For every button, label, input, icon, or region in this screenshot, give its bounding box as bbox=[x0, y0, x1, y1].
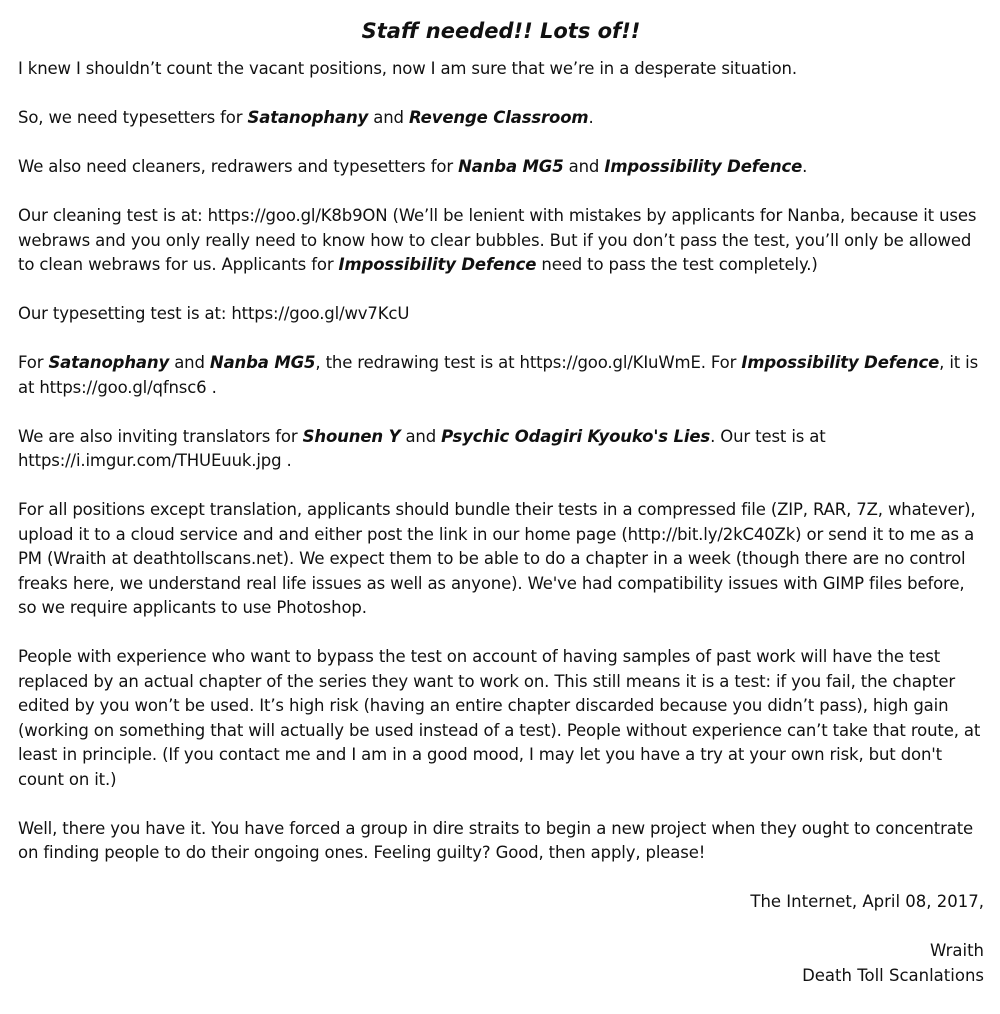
paragraph-redrawing-test bbox=[18, 351, 984, 400]
paragraph-typesetters bbox=[18, 106, 984, 131]
series-title: Revenge Classroom bbox=[408, 108, 589, 127]
series-title: Impossibility Defence bbox=[604, 157, 803, 176]
paragraph-closing: Well, there you have it. You have forced a group in dire straits to begin a new project when they ought to concentrate on finding people to do their ongoing ones. Feeling guilty? Good, then apply, please! bbox=[18, 818, 974, 862]
text-run: and bbox=[169, 353, 210, 372]
text-run: and bbox=[368, 108, 409, 127]
paragraph-cleaners bbox=[18, 155, 984, 180]
text-run: need to pass the test completely.) bbox=[536, 255, 818, 274]
text-run: , it is at https://goo.gl/qfnsc6 . bbox=[18, 353, 979, 397]
series-title: Impossibility Defence bbox=[741, 353, 940, 372]
paragraph-experience: People with experience who want to bypass the test on account of having samples of past work will have the test replaced by an actual chapter of the series they want to work on. This still means it is a test: if you fail, the chapter edited by you won’t be used. It’s high risk (having an entire chapter discarded because you didn’t pass), high gain (working on something that will actually be used instead of a test). People without experience can’t take that route, at least in principle. (If you contact me and I am in a good mood, I may let you have a try at your own risk, but don't count on it.) bbox=[18, 647, 981, 789]
series-title: Satanophany bbox=[48, 353, 170, 372]
paragraph-intro: I knew I shouldn’t count the vacant positions, now I am sure that we’re in a desperate situation. bbox=[18, 59, 797, 78]
text-run: For bbox=[18, 353, 49, 372]
text-run: , the redrawing test is at https://goo.gl/KIuWmE. For bbox=[315, 353, 742, 372]
series-title: Psychic Odagiri Kyouko's Lies bbox=[441, 426, 711, 446]
text-run: . bbox=[588, 108, 594, 127]
paragraph-typesetting-test: Our typesetting test is at: https://goo.gl/wv7KcU bbox=[18, 304, 410, 323]
series-title: Nanba MG5 bbox=[209, 353, 316, 372]
text-run: and bbox=[563, 157, 605, 176]
series-title: Nanba MG5 bbox=[458, 157, 564, 176]
text-run: . bbox=[802, 157, 808, 176]
text-run: So, we need typesetters for bbox=[18, 108, 248, 127]
text-run: . Our test is at https://i.imgur.com/THUEuuk.jpg . bbox=[18, 426, 826, 470]
paragraph-submission: For all positions except translation, applicants should bundle their tests in a compressed file (ZIP, RAR, 7Z, whatever), upload it to a cloud service and and either post the link in our home page (http://bit.ly/2kC40Zk) or send it to me as a PM (Wraith at deathtollscans.net). We expect them to be able to do a chapter in a week (though there are no control freaks here, we understand real life issues as well as anyone). We've had compatibility issues with GIMP files before, so we require applicants to use Photoshop. bbox=[18, 500, 976, 617]
series-title: Satanophany bbox=[247, 108, 369, 127]
signature-group: Death Toll Scanlations bbox=[802, 965, 984, 985]
document-title: Staff needed!! Lots of!! bbox=[361, 19, 641, 43]
signature-author: Wraith bbox=[930, 941, 984, 960]
signature-date: The Internet, April 08, 2017, bbox=[750, 892, 984, 911]
text-run: We are also inviting translators for bbox=[18, 426, 303, 446]
paragraph-cleaning-test bbox=[18, 204, 984, 278]
text-run: and bbox=[400, 426, 442, 446]
series-title: Impossibility Defence bbox=[338, 255, 537, 274]
text-run: Our cleaning test is at: https://goo.gl/K8b9ON (We’ll be lenient with mistakes by applicants for Nanba, because it uses webraws and you only really need to know how to clear bubbles. But if you don’t pass the test, you’ll only be allowed to clean webraws for us. Applicants for bbox=[18, 206, 977, 274]
text-run: We also need cleaners, redrawers and typesetters for bbox=[18, 157, 459, 176]
paragraph-translators bbox=[18, 425, 984, 474]
series-title: Shounen Y bbox=[302, 426, 401, 446]
